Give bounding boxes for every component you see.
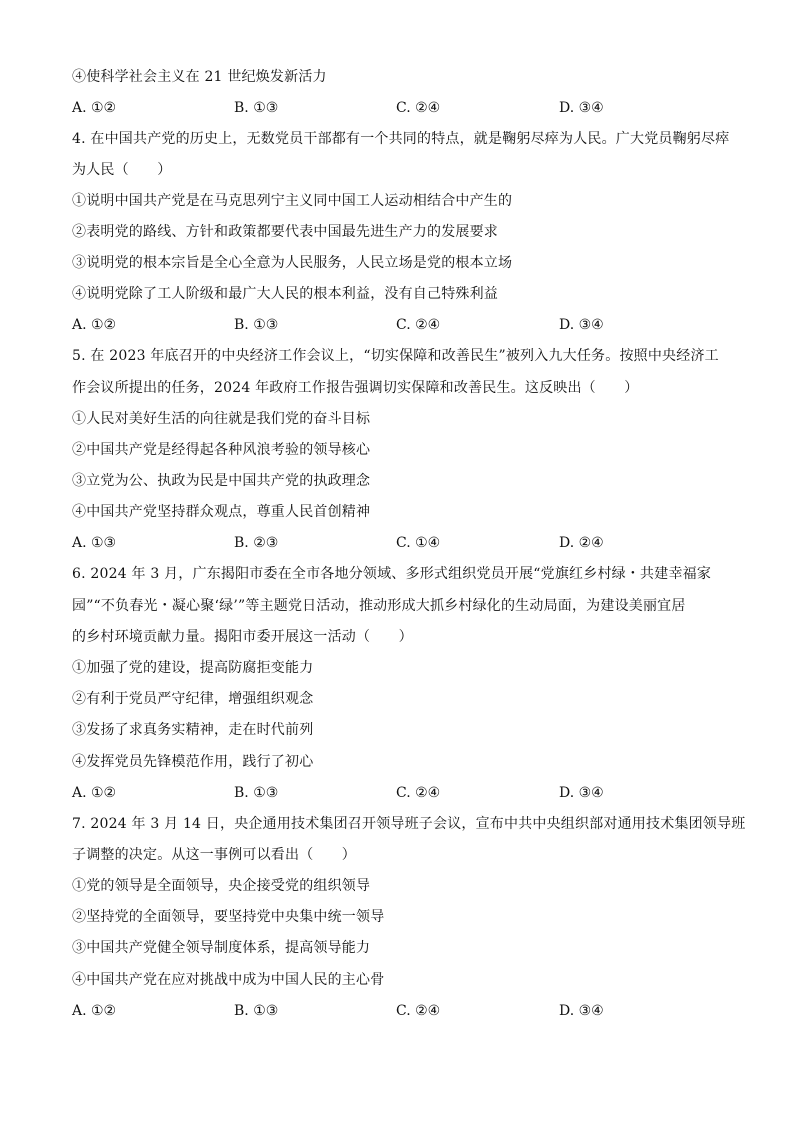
answer-options: [72, 316, 722, 334]
statement-line: ②中国共产党是经得起各种风浪考验的领导核心: [72, 442, 371, 458]
option-c: C. ②④: [396, 317, 441, 333]
answer-options: [72, 99, 722, 117]
statement-line: ③发扬了求真务实精神，走在时代前列: [72, 722, 314, 738]
option-a: A. ①②: [72, 317, 117, 333]
option-d: D. ③④: [559, 100, 604, 116]
answer-options: [72, 784, 722, 802]
statement-line: ④发挥党员先锋模范作用，践行了初心: [72, 754, 314, 770]
statement-line: ④说明党除了工人阶级和最广大人民的根本利益，没有自己特殊利益: [72, 286, 498, 302]
option-b: B. ①③: [234, 1003, 279, 1019]
option-b: B. ①③: [234, 100, 279, 116]
statement-line: ②有利于党员严守纪律，增强组织观念: [72, 691, 314, 707]
text-line: ④使科学社会主义在 21 世纪焕发新活力: [72, 69, 327, 85]
question-stem: 的乡村环境贡献力量。揭阳市委开展这一活动（ ）: [72, 629, 413, 645]
statement-line: ③说明党的根本宗旨是全心全意为人民服务，人民立场是党的根本立场: [72, 255, 513, 271]
question-stem: 子调整的决定。从这一事例可以看出（ ）: [72, 847, 356, 863]
statement-line: ①说明中国共产党是在马克思列宁主义同中国工人运动相结合中产生的: [72, 193, 513, 209]
option-d: D. ②④: [559, 535, 604, 551]
statement-line: ①党的领导是全面领导，央企接受党的组织领导: [72, 878, 371, 894]
question-stem: 园”“不负春光・凝心聚‘绿’”等主题党日活动，推动形成大抓乡村绿化的生动局面，为建设美丽宜居: [72, 598, 686, 614]
question-stem: 5. 在 2023 年底召开的中央经济工作会议上，“切实保障和改善民生”被列入九大任务。按照中央经济工: [72, 348, 719, 364]
answer-options: [72, 534, 722, 552]
question-stem: 4. 在中国共产党的历史上，无数党员干部都有一个共同的特点，就是鞠躬尽瘁为人民。广大党员鞠躬尽瘁: [72, 131, 730, 147]
statement-line: ③立党为公、执政为民是中国共产党的执政理念: [72, 473, 371, 489]
statement-line: ②表明党的路线、方针和政策都要代表中国最先进生产力的发展要求: [72, 224, 498, 240]
question-stem: 7. 2024 年 3 月 14 日，央企通用技术集团召开领导班子会议，宣布中共中央组织部对通用技术集团领导班: [72, 816, 746, 832]
question-stem: 作会议所提出的任务，2024 年政府工作报告强调切实保障和改善民生。这反映出（ ）: [72, 380, 639, 396]
option-b: B. ①③: [234, 317, 279, 333]
option-d: D. ③④: [559, 1003, 604, 1019]
statement-line: ④中国共产党在应对挑战中成为中国人民的主心骨: [72, 972, 385, 988]
option-a: A. ①②: [72, 785, 117, 801]
option-a: A. ①③: [72, 535, 117, 551]
statement-line: ①人民对美好生活的向往就是我们党的奋斗目标: [72, 411, 371, 427]
option-a: A. ①②: [72, 100, 117, 116]
option-c: C. ①④: [396, 535, 441, 551]
option-b: B. ②③: [234, 535, 279, 551]
option-c: C. ②④: [396, 100, 441, 116]
option-a: A. ①②: [72, 1003, 117, 1019]
question-stem: 6. 2024 年 3 月，广东揭阳市委在全市各地分领域、多形式组织党员开展“党旗红乡村绿・共建幸福家: [72, 566, 712, 582]
option-c: C. ②④: [396, 1003, 441, 1019]
option-c: C. ②④: [396, 785, 441, 801]
question-stem: 为人民（ ）: [72, 162, 172, 178]
statement-line: ③中国共产党健全领导制度体系，提高领导能力: [72, 940, 371, 956]
option-d: D. ③④: [559, 317, 604, 333]
statement-line: ④中国共产党坚持群众观点，尊重人民首创精神: [72, 504, 371, 520]
option-d: D. ③④: [559, 785, 604, 801]
option-b: B. ①③: [234, 785, 279, 801]
answer-options: [72, 1002, 722, 1020]
statement-line: ②坚持党的全面领导，要坚持党中央集中统一领导: [72, 909, 385, 925]
statement-line: ①加强了党的建设，提高防腐拒变能力: [72, 660, 314, 676]
